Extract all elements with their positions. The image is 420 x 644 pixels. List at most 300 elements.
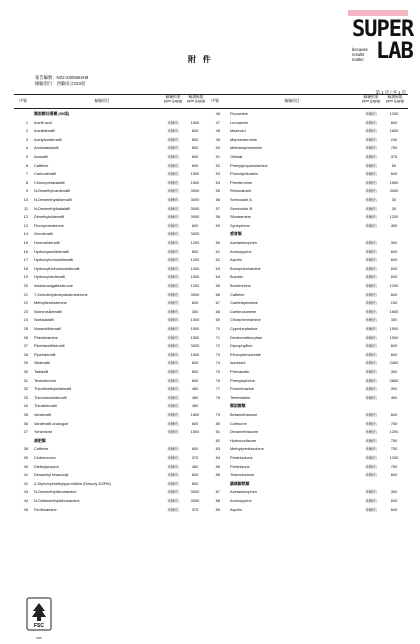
document-title: 附 件 [188,54,213,64]
row-result [362,480,380,489]
row-item-name: Sennoside A [230,197,252,202]
row-limit: 600 [191,420,199,426]
row-item-name: Acetylvardenafil [34,136,62,142]
row-limit: 300 [390,369,398,374]
row-limit: 3000 [190,291,200,297]
svg-text:FSC: FSC [34,623,44,629]
row-number: 47 [215,119,220,125]
row-number: 61 [215,248,220,254]
row-number: 36 [23,420,28,426]
row-result: 未檢出 [167,463,179,469]
row-item-name: N-Desethylvardenafil [34,188,71,194]
row-result: 未檢出 [365,300,377,306]
row-limit: 1500 [190,326,200,331]
row-number: 64 [215,274,220,280]
row-limit: 1200 [190,240,200,245]
row-item-name: Carbinoxamine [230,308,257,314]
row-result: 未檢出 [167,171,179,177]
row-number: 4 [25,145,28,151]
row-number: 67 [215,300,220,306]
row-item-name: Thiosildenafil [34,403,57,409]
row-result: 未檢出 [167,412,179,417]
row-item-name: Piperidenafil [34,351,56,357]
row-limit: 375 [390,154,398,159]
row-item-name: Caffeine [34,446,49,452]
row-limit: 600 [390,291,398,297]
row-limit: 600 [191,136,199,142]
row-limit: 1800 [190,412,200,417]
row-item-name: N-Didesmethylsibutramine [34,498,80,503]
row-limit: 1500 [190,274,200,280]
row-number: 73 [215,351,220,357]
row-result: 未檢出 [365,498,377,503]
row-limit: 1500 [190,429,200,435]
row-number: 25 [23,326,28,331]
row-limit: 300 [390,386,398,392]
row-number: 46 [215,111,220,116]
row-number: 72 [215,343,220,349]
row-result: 未檢出 [365,265,377,271]
row-number [208,230,220,239]
row-limit: 150 [390,300,398,306]
row-number: 13 [23,222,28,228]
row-limit: 60 [391,162,397,168]
row-item-name: Methylprednisolone [230,446,264,452]
row-number: 42 [23,480,28,486]
row-limit: 1500 [389,334,399,340]
row-item-name: Isoniazid [230,360,246,366]
row-limit [386,230,402,239]
row-result: 未檢出 [365,506,377,512]
row-item-name: 感冒類 [230,231,242,237]
row-number: 66 [215,291,220,297]
row-result: 未檢出 [167,145,179,151]
row-number: 81 [215,429,220,435]
row-number: 18 [23,265,28,271]
row-item-name: Caffeine [34,162,49,168]
row-limit: 3000 [190,489,200,495]
row-number: 48 [215,128,220,134]
row-limit: 450 [191,463,199,469]
row-item-name: Buzalin [230,274,243,280]
header-limit-left: 檢測極限 ppm (μg/g) [186,95,206,104]
row-number: 80 [215,420,220,426]
row-number: 57 [215,205,220,211]
row-item-name: Sennoside B [230,205,253,211]
row-limit: 1200 [389,429,399,435]
row-result: 未檢出 [167,162,179,168]
row-number: 56 [215,197,220,202]
row-item-name: Phenacetin [230,369,250,374]
row-item-name: Fenfluramine [34,506,57,512]
row-result: 未檢出 [167,326,179,331]
row-result: 未檢出 [365,317,377,323]
row-limit: 600 [390,274,398,280]
row-item-name: Caffeine [230,291,245,297]
row-number: 20 [23,283,28,288]
row-limit [187,110,203,119]
row-result: 未檢出 [167,128,179,134]
row-result: 未檢出 [167,179,179,185]
row-item-name: Phentolamine [34,334,58,340]
row-result: 未檢出 [167,283,179,288]
logo-lab-text: LAB [376,39,413,64]
row-number: 58 [215,214,220,220]
row-result: 未檢出 [167,506,179,512]
row-item-name: Hydroxyvardenafil [34,274,66,280]
row-item-name: Carbodenafil [34,171,57,177]
row-result: 未檢出 [365,128,377,134]
row-item-name: Carbetapentane [230,300,258,306]
row-limit: 1200 [389,214,399,220]
row-number: 84 [215,455,220,460]
table-top-rule [14,94,408,95]
row-number: 11 [23,205,28,211]
row-number [16,110,28,119]
row-limit: 450 [191,386,199,392]
row-number [208,402,220,411]
row-limit: 600 [191,369,199,374]
row-number: 50 [215,145,220,151]
row-limit: 3000 [389,188,399,194]
row-item-name: Norneosildenafil [34,308,62,314]
row-item-name: Aspirin [230,257,242,263]
row-limit: 1200 [389,455,399,460]
row-number [208,480,220,489]
row-number: 2 [25,128,28,134]
row-limit: 3000 [190,214,200,220]
row-number: 43 [23,489,28,495]
row-item-name: N-Desmethylsibutramine [34,489,77,495]
row-limit: 600 [390,257,398,263]
row-limit: 600 [390,472,398,478]
row-result: 未檢出 [167,386,179,392]
row-item-name: 減肥類 [34,437,46,443]
row-item-name: Phentermine [230,179,253,185]
row-item-name: Yohimbine [34,429,53,435]
row-number: 70 [215,326,220,331]
row-result: 未檢出 [167,248,179,254]
row-item-name: Rimonabant [230,188,251,194]
row-number: 19 [23,274,28,280]
row-limit: 600 [390,498,398,503]
row-limit: 1650 [389,308,399,314]
row-limit: 375 [191,455,199,460]
row-item-name: Phenylpropanolamine [230,162,268,168]
row-result: 未檢出 [167,480,179,486]
row-result [164,110,182,119]
row-result: 未檢出 [167,308,179,314]
row-result: 未檢出 [365,291,377,297]
row-result: 未檢出 [365,326,377,331]
row-result: 未檢出 [167,429,179,435]
row-item-name: Chlorpheniramine [230,317,261,323]
row-result: 未檢出 [365,179,377,185]
row-number: 10 [23,197,28,202]
row-result: 未檢出 [167,403,179,409]
row-item-name: Piperiacetildenafil [34,343,65,349]
row-item-name: Thiohomosildenafil [34,394,67,400]
row-item-name: Homosildenafil [34,240,60,245]
row-item-name: Cortisone [230,420,247,426]
row-item-name: Testosterone [34,377,57,383]
row-limit: 600 [191,472,199,478]
row-item-name: Vardenafil [34,412,52,417]
row-item-name: Brompheniramine [230,265,261,271]
row-limit: 600 [191,154,199,159]
row-number: 37 [23,429,28,435]
row-limit: 3000 [190,231,200,237]
row-item-name: Hydroxythiohomosildenafil [34,265,80,271]
row-number: 60 [215,240,220,245]
row-limit: 1200 [190,283,200,288]
row-item-name: Hydroxyhomosildenafil [34,257,74,263]
row-number: 71 [215,334,220,340]
row-result: 未檢出 [365,214,377,220]
row-limit: 300 [390,240,398,245]
row-result: 未檢出 [365,455,377,460]
row-result: 未檢出 [365,334,377,340]
row-limit: 300 [191,308,199,314]
row-limit: 750 [390,446,398,452]
row-result: 未檢出 [365,429,377,435]
row-number: 30 [23,369,28,374]
row-result: 未檢出 [167,351,179,357]
row-limit: 375 [191,506,199,512]
row-number: 5 [25,154,28,159]
row-item-name: N-Desmethyltadalafil [34,205,70,211]
row-limit: 1500 [190,171,200,177]
row-result: 未檢出 [167,360,179,366]
row-limit: 2850 [389,377,399,383]
row-limit: 1500 [190,179,200,185]
row-item-name: Acetildenafil [34,128,55,134]
row-result: 未檢出 [167,343,179,349]
row-result: 未檢出 [365,437,377,443]
row-number: 55 [215,188,220,194]
row-number: 15 [23,240,28,245]
row-limit: 450 [390,222,398,228]
row-result: 未檢出 [365,412,377,417]
row-limit: 600 [191,480,199,486]
row-result: 未檢出 [167,489,179,495]
row-result: 未檢出 [365,351,377,357]
row-result: 未檢出 [365,205,377,211]
row-limit: 600 [191,222,199,228]
row-limit: 1650 [389,128,399,134]
row-result: 未檢出 [365,222,377,228]
row-result: 未檢出 [167,197,179,202]
row-limit: 600 [390,119,398,125]
row-item-name: Dimethylsildenafil [34,214,65,220]
row-limit: 600 [191,300,199,306]
row-result: 未檢出 [167,136,179,142]
row-result: 未檢出 [167,188,179,194]
row-result: 未檢出 [365,274,377,280]
row-item-name: Orlistat [230,154,243,159]
row-number: 78 [215,394,220,400]
row-number: 74 [215,360,220,366]
row-result: 未檢出 [365,377,377,383]
row-item-name: Aminopyrine [230,248,252,254]
row-item-name: Sildenafil [34,360,50,366]
row-item-name: Hydroxyacetildenafil [34,248,69,254]
row-result: 未檢出 [167,369,179,374]
fsc-logo-icon [26,597,52,631]
row-number: 23 [23,308,28,314]
row-item-name: N-Desmethylsildenafil [34,197,72,202]
row-result: 未檢出 [365,463,377,469]
row-item-name: 類固醇類 [230,403,246,409]
row-result: 未檢出 [365,257,377,263]
row-number: 1 [25,119,28,125]
row-limit: 3000 [190,343,200,349]
row-limit [386,402,402,411]
row-limit: 1500 [389,326,399,331]
row-number: 7 [25,171,28,177]
row-limit: 3000 [190,197,200,202]
row-number: 89 [215,506,220,512]
row-number: 82 [215,437,220,443]
row-result [164,437,182,446]
row-result: 未檢出 [365,154,377,159]
row-limit: 1000 [190,317,200,323]
row-item-name: Aminotadalafil [34,145,59,151]
row-limit: 600 [191,162,199,168]
row-limit: 600 [191,128,199,134]
row-item-name: Avanafil [34,154,48,159]
row-number: 76 [215,377,220,383]
row-limit: 600 [390,412,398,417]
row-result: 未檢出 [167,265,179,271]
row-result: 未檢出 [167,291,179,297]
row-result: 未檢出 [167,214,179,220]
row-result: 未檢出 [365,420,377,426]
row-item-name: Acetil acid [34,119,52,125]
row-limit: 1200 [389,111,399,116]
row-item-name: Prednisolone [230,455,253,460]
row-number: 39 [23,455,28,460]
row-number: 62 [215,257,220,263]
row-number: 83 [215,446,220,452]
row-limit: 240 [390,136,398,142]
row-item-name: Prednisone [230,463,250,469]
row-limit: 1500 [190,351,200,357]
row-result: 未檢出 [167,119,179,125]
row-limit: 600 [390,248,398,254]
row-limit: 1200 [190,257,200,263]
row-number: 8 [25,179,28,185]
row-result: 未檢出 [365,369,377,374]
row-limit: 750 [390,420,398,426]
fsc-label: MIX [36,636,42,640]
logo-super-text: SUPER [352,17,414,42]
row-result: 未檢出 [365,136,377,142]
row-number: 24 [23,317,28,323]
row-result: 未檢出 [365,472,377,478]
row-result: 未檢出 [167,205,179,211]
row-result: 未檢出 [365,119,377,125]
row-item-name: 鎮痛解熱類 [230,480,250,486]
row-result: 未檢出 [365,188,377,194]
row-limit: 1200 [389,283,399,288]
row-item-name: 2-Diphenylmethylpyrrolidine (Desoxy-D2PM) [34,480,111,486]
row-number: 41 [23,472,28,478]
row-result: 未檢出 [365,386,377,392]
row-number: 35 [23,412,28,417]
row-limit: 600 [191,377,199,383]
row-number: 27 [23,343,28,349]
row-number: 34 [23,403,28,409]
row-item-name: Dextromethorphan [230,334,263,340]
row-number: 33 [23,394,28,400]
row-number: 52 [215,162,220,168]
row-number: 51 [215,154,220,159]
row-number: 14 [23,231,28,237]
row-item-name: Cyproheptadine [230,326,258,331]
row-item-name: Triamcinolone [230,472,255,478]
row-item-name: Sibutramine [230,214,251,220]
row-result: 未檢出 [365,343,377,349]
row-number: 79 [215,412,220,417]
row-limit: 30 [391,197,397,202]
row-result [362,230,380,239]
header-item-right: 檢驗項目 [284,99,300,103]
row-limit: 300 [390,489,398,495]
row-number: 53 [215,171,220,177]
row-limit: 300 [390,317,398,323]
row-limit: 600 [390,351,398,357]
row-limit [187,437,203,446]
row-item-name: Mephentermine [230,136,258,142]
row-result: 未檢出 [365,360,377,366]
row-item-name: Acetaminophen [230,240,258,245]
row-result: 未檢出 [167,231,179,237]
row-number: 31 [23,377,28,383]
row-item-name: 7-Ketodehydroepiandrosterone [34,291,88,297]
row-limit: 750 [390,145,398,151]
row-item-name: 類固醇壯陽藥 (50項) [34,111,70,116]
row-item-name: Betamethasone [230,412,258,417]
row-item-name: Synephrine [230,222,250,228]
row-result: 未檢出 [365,489,377,495]
row-item-name: Chloropretadalafil [34,179,65,185]
row-limit: 450 [390,394,398,400]
row-result: 未檢出 [167,154,179,159]
row-number: 3 [25,136,28,142]
row-number: 86 [215,472,220,478]
row-result: 未檢出 [167,377,179,383]
test-item-label: 檢驗項目：西藥成分233項 [35,81,86,86]
row-limit: 600 [191,360,199,366]
row-limit: 600 [191,446,199,452]
header-no-right: 序號 [211,99,219,103]
row-result: 未檢出 [365,111,377,116]
row-number: 54 [215,179,220,185]
row-result [362,402,380,411]
row-number [16,437,28,446]
row-limit: 3000 [190,205,200,211]
row-item-name: Fluoxetine [230,111,248,116]
row-limit: 3000 [190,188,200,194]
row-number: 69 [215,317,220,323]
row-result: 未檢出 [167,472,179,478]
row-item-name: Phenolphthalein [230,171,258,177]
row-number: 12 [23,214,28,220]
row-number: 21 [23,291,28,297]
row-result: 未檢出 [167,394,179,400]
row-result: 未檢出 [167,455,179,460]
